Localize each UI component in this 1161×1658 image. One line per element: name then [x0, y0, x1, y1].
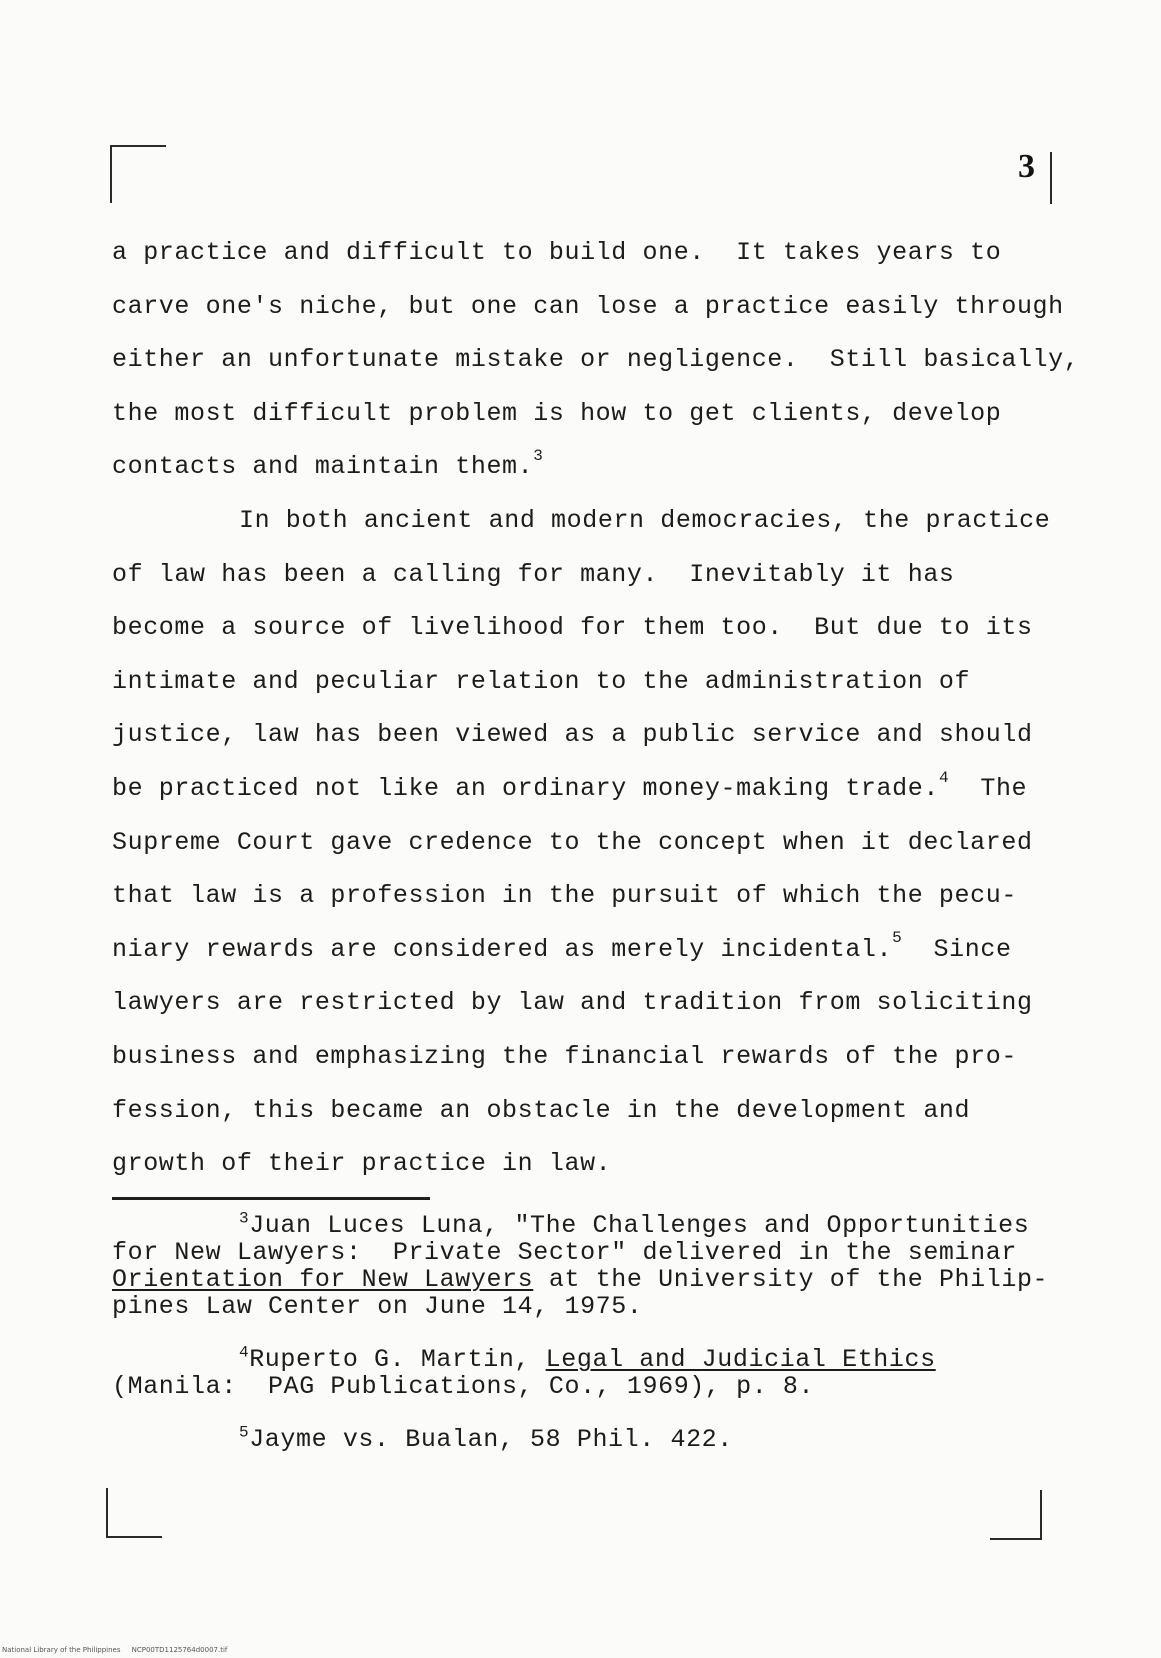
body-line: carve one's niche, but one can lose a practice easily through: [112, 291, 1064, 321]
body-line: justice, law has been viewed as a public service and should: [112, 720, 1033, 750]
seminar-title: Orientation for New Lawyers: [112, 1265, 534, 1294]
body-line: business and emphasizing the financial rewards of the pro-: [112, 1041, 1017, 1071]
footnote-5: [112, 1423, 1102, 1454]
footnote-marker: 5: [239, 1423, 250, 1442]
body-line: Supreme Court gave credence to the concept when it declared: [112, 827, 1033, 857]
footnote-rule: [112, 1197, 430, 1200]
body-line: growth of their practice in law.: [112, 1149, 612, 1179]
body-line-with-ref: [112, 923, 1102, 977]
footnotes: [112, 1209, 1102, 1454]
body-line-text: niary rewards are considered as merely incidental.: [112, 934, 893, 964]
body-text: [112, 226, 1102, 1191]
footnote-marker: 4: [239, 1343, 250, 1362]
body-line-text: contacts and maintain them.: [112, 452, 534, 482]
scan-watermark: National Library of the Philippines NCP00TD1125764d0007.tif: [2, 1646, 228, 1654]
footnote-ref-5: 5: [892, 929, 903, 948]
body-line: a practice and difficult to build one. It takes years to: [112, 238, 1002, 267]
footnote-text: at the University of the Philip-: [533, 1265, 1049, 1294]
body-line-text: be practiced not like an ordinary money-making trade.: [112, 773, 939, 803]
footnote-text: Ruperto G. Martin,: [249, 1345, 546, 1374]
footnote-text: Jayme vs. Bualan, 58 Phil. 422.: [249, 1425, 733, 1454]
body-line: lawyers are restricted by law and tradition from soliciting: [112, 988, 1033, 1018]
body-line-with-ref: [112, 762, 1102, 816]
body-line: that law is a profession in the pursuit of which the pecu-: [112, 881, 1017, 911]
footnote-text: (Manila: PAG Publications, Co., 1969), p. 8.: [112, 1372, 815, 1401]
paragraph-start: In both ancient and modern democracies, the practice: [239, 505, 1051, 535]
body-line: of law has been a calling for many. Inevitably it has: [112, 559, 955, 589]
crop-mark-bottom-left: [106, 1488, 162, 1538]
body-line: become a source of livelihood for them too. But due to its: [112, 613, 1033, 643]
body-line: the most difficult problem is how to get clients, develop: [112, 398, 1002, 428]
footnote-ref-3: 3: [533, 447, 544, 466]
crop-mark-top-right: [1050, 152, 1054, 204]
footnote-text: for New Lawyers: Private Sector" delivered in the seminar: [112, 1238, 1017, 1267]
footnote-text: Juan Luces Luna, "The Challenges and Opportunities: [249, 1211, 1030, 1240]
crop-mark-top-left: [110, 145, 166, 203]
body-line-tail: The: [949, 773, 1028, 803]
body-line: intimate and peculiar relation to the administration of: [112, 666, 971, 696]
book-title: Legal and Judicial Ethics: [545, 1345, 936, 1374]
footnote-marker: 3: [239, 1209, 250, 1228]
footnote-4: [112, 1343, 1102, 1401]
body-line: either an unfortunate mistake or negligence. Still basically,: [112, 345, 1080, 375]
crop-mark-bottom-right: [990, 1490, 1042, 1540]
page-number: 3: [1018, 148, 1035, 185]
body-line: fession, this became an obstacle in the development and: [112, 1095, 971, 1125]
footnote-3: [112, 1209, 1102, 1321]
footnote-ref-4: 4: [938, 768, 950, 787]
footnote-text: pines Law Center on June 14, 1975.: [112, 1292, 643, 1321]
body-line-tail: Since: [902, 934, 1012, 964]
body-line-with-ref: [112, 440, 1102, 494]
